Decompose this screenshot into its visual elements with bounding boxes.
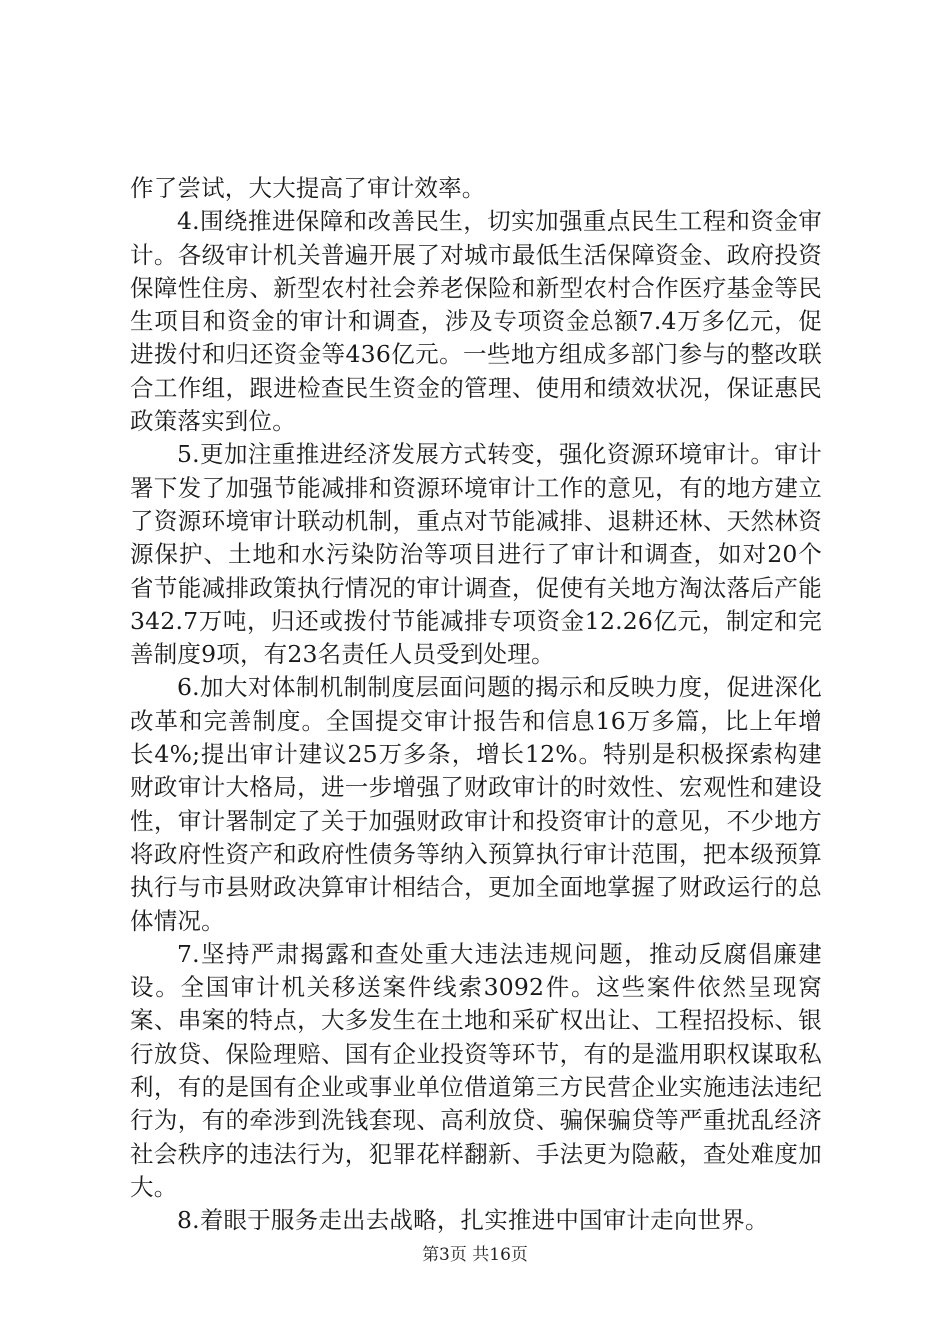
paragraph-item-5: 5.更加注重推进经济发展方式转变，强化资源环境审计。审计署下发了加强节能减排和资源环境审计工作的意见，有的地方建立了资源环境审计联动机制，重点对节能减排、退耕还林、天然林资源保护、土地和水污染防治等项目进行了审计和调查，如对20个省节能减排政策执行情况的审计调查，促使有关地方淘汰落后产能342.7万吨，归还或拨付节能减排专项资金12.26亿元，制定和完善制度9项，有23名责任人员受到处理。: [130, 440, 822, 669]
paragraph-item-8: 8.着眼于服务走出去战略，扎实推进中国审计走向世界。: [177, 1206, 769, 1235]
paragraph-continuation: 作了尝试，大大提高了审计效率。: [130, 174, 486, 202]
document-body: [130, 172, 822, 1238]
paragraph-item-6: 6.加大对体制机制制度层面问题的揭示和反映力度，促进深化改革和完善制度。全国提交审计报告和信息16万多篇，比上年增长4%;提出审计建议25万多条，增长12%。特别是积极探索构建财政审计大格局，进一步增强了财政审计的时效性、宏观性和建设性，审计署制定了关于加强财政审计和投资审计的意见，不少地方将政府性资产和政府性债务等纳入预算执行审计范围，把本级预算执行与市县财政决算审计相结合，更加全面地掌握了财政运行的总体情况。: [130, 673, 822, 935]
paragraph-item-7: 7.坚持严肃揭露和查处重大违法违规问题，推动反腐倡廉建设。全国审计机关移送案件线索3092件。这些案件依然呈现窝案、串案的特点，大多发生在土地和采矿权出让、工程招投标、银行放贷、保险理赔、国有企业投资等环节，有的是滥用职权谋取私利，有的是国有企业或事业单位借道第三方民营企业实施违法违纪行为，有的牵涉到洗钱套现、高利放贷、骗保骗贷等严重扰乱经济社会秩序的违法行为，犯罪花样翻新、手法更为隐蔽，查处难度加大。: [130, 939, 822, 1201]
paragraph-item-4: 4.围绕推进保障和改善民生，切实加强重点民生工程和资金审计。各级审计机关普遍开展了对城市最低生活保障资金、政府投资保障性住房、新型农村社会养老保险和新型农村合作医疗基金等民生项目和资金的审计和调查，涉及专项资金总额7.4万多亿元，促进拨付和归还资金等436亿元。一些地方组成多部门参与的整改联合工作组，跟进检查民生资金的管理、使用和绩效状况，保证惠民政策落实到位。: [130, 207, 822, 436]
page-footer: 第3页 共16页: [422, 1245, 528, 1265]
